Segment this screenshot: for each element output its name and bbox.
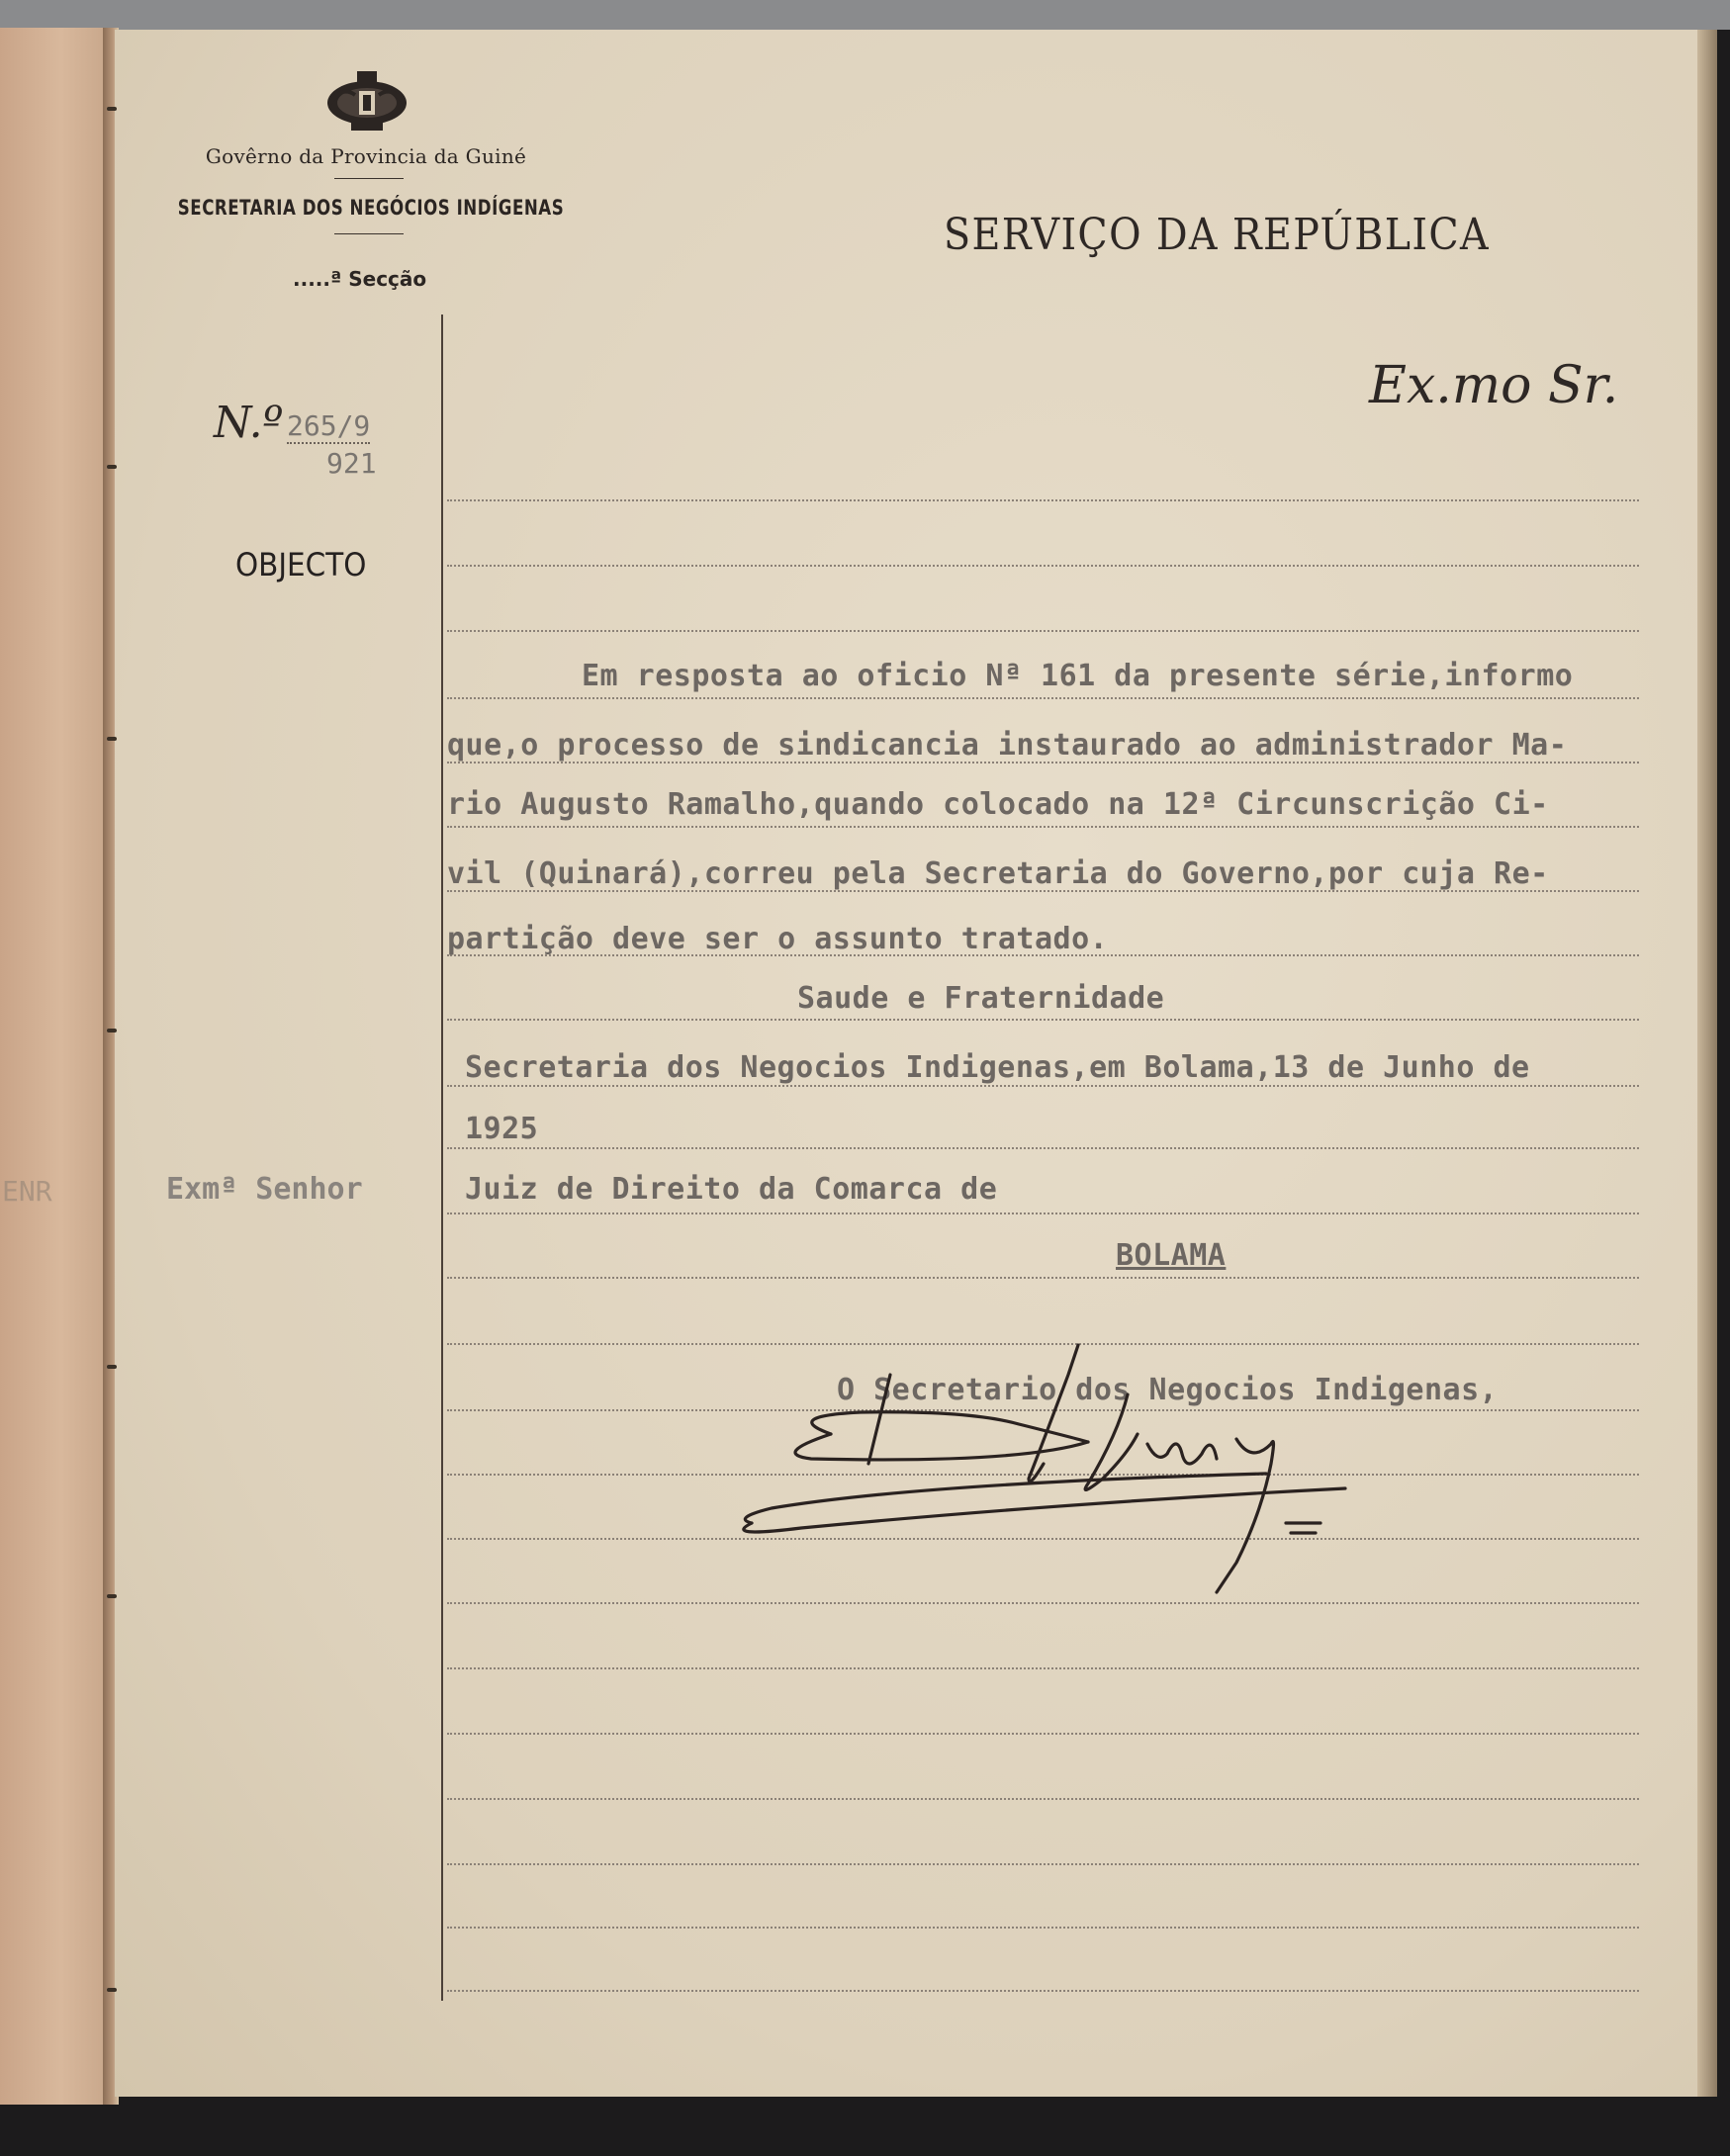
dotted-rule — [447, 1863, 1639, 1865]
object-label: OBJECTO — [235, 546, 367, 584]
reference-year: 921 — [326, 447, 377, 480]
dotted-rule — [447, 630, 1639, 632]
place-date-line: Secretaria dos Negocios Indigenas,em Bolama,13 de Junho de — [465, 1050, 1530, 1085]
binding-stitch — [107, 107, 117, 111]
bleed-through-text: ENR — [2, 1175, 52, 1208]
dotted-rule — [447, 697, 1639, 699]
dotted-rule — [447, 499, 1639, 501]
letter-line: Em resposta ao oficio Nª 161 da presente série,informo — [582, 659, 1574, 693]
department-header: SECRETARIA DOS NEGÓCIOS INDÍGENAS — [177, 196, 565, 220]
scanner-edge — [0, 0, 1730, 30]
dotted-rule — [447, 1147, 1639, 1149]
letter-line: que,o processo de sindicancia instaurado ao administrador Ma- — [447, 728, 1568, 763]
place-date-year: 1925 — [465, 1112, 539, 1146]
dotted-rule — [447, 1277, 1639, 1279]
facing-page — [0, 28, 111, 2105]
letter-line: rio Augusto Ramalho,quando colocado na 12ª Circunscrição Ci- — [447, 787, 1549, 822]
closing-line: Saude e Fraternidade — [797, 981, 1165, 1016]
header-divider — [334, 233, 404, 234]
number-label: N.º — [214, 398, 284, 448]
dotted-rule — [447, 1085, 1639, 1087]
dotted-rule — [447, 565, 1639, 567]
dotted-rule — [447, 1733, 1639, 1735]
recipient-line: Juiz de Direito da Comarca de — [465, 1172, 998, 1207]
binding-stitch — [107, 1594, 117, 1598]
dotted-rule — [447, 826, 1639, 828]
dotted-rule — [447, 1213, 1639, 1214]
binding-stitch — [107, 1365, 117, 1369]
section-label: .....ª Secção — [293, 267, 427, 291]
handwritten-signature — [663, 1315, 1375, 1612]
reference-number: 265/9 — [287, 409, 371, 442]
dotted-rule — [447, 1927, 1639, 1929]
margin-column-rule — [441, 314, 443, 2001]
letter-line: vil (Quinará),correu pela Secretaria do Governo,por cuja Re- — [447, 856, 1549, 891]
addressee-title: Exmª Senhor — [166, 1172, 363, 1207]
page-edge — [1697, 30, 1717, 2097]
coat-of-arms-icon — [321, 65, 412, 135]
government-header: Govêrno da Provincia da Guiné — [205, 144, 527, 168]
signatory-title: O Secretario dos Negocios Indigenas, — [837, 1373, 1499, 1407]
dotted-rule — [447, 1990, 1639, 1992]
binding-stitch — [107, 1029, 117, 1033]
service-heading: SERVIÇO DA REPÚBLICA — [944, 210, 1490, 260]
salutation: Ex.mo Sr. — [1369, 356, 1619, 415]
binding-stitch — [107, 1988, 117, 1992]
letter-line: partição deve ser o assunto tratado. — [447, 922, 1109, 956]
dotted-rule — [447, 1667, 1639, 1669]
binding-stitch — [107, 465, 117, 469]
recipient-city: BOLAMA — [1116, 1238, 1227, 1273]
header-divider — [334, 178, 404, 179]
binding-stitch — [107, 737, 117, 741]
dotted-rule — [447, 1798, 1639, 1800]
dotted-rule — [447, 1019, 1639, 1021]
